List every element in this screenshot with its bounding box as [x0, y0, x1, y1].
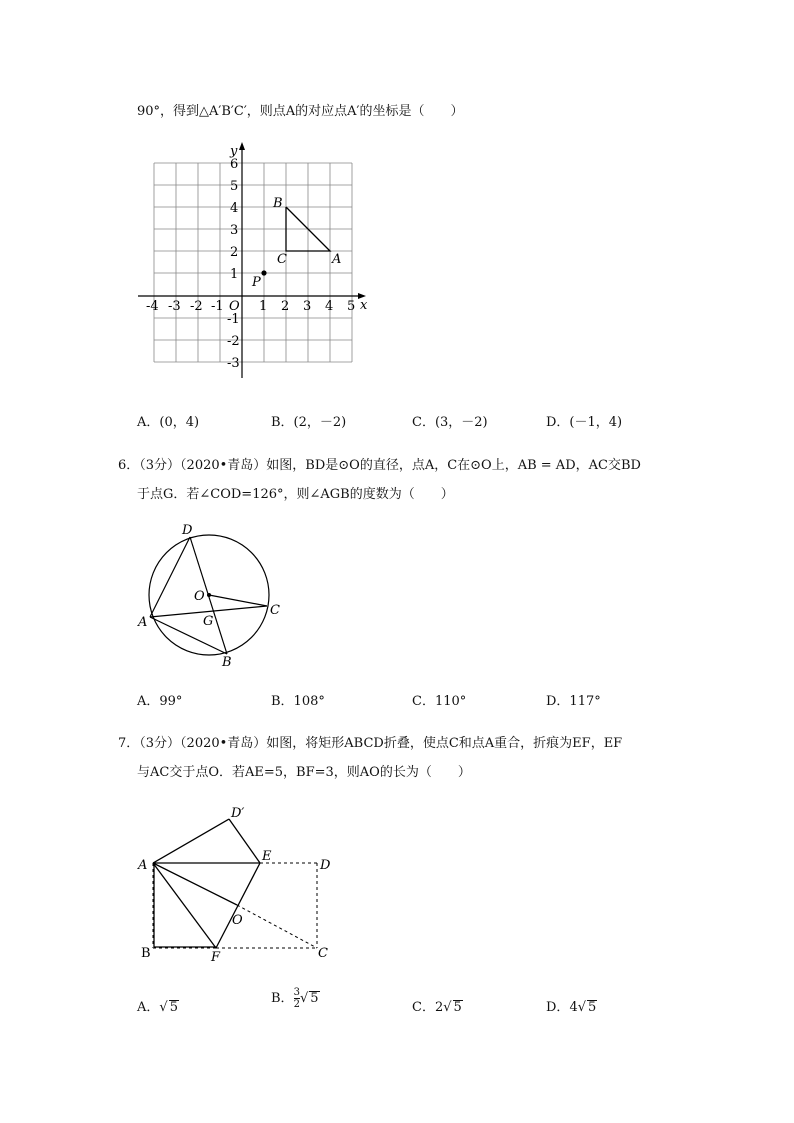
- y-tick: -3: [227, 356, 240, 371]
- label-f: F: [211, 950, 221, 965]
- q6-option-a: A．99°: [137, 694, 183, 709]
- y-axis-arrow: [239, 142, 245, 150]
- label-d-prime: D′: [231, 806, 245, 821]
- q7-option-b-prefix: B．: [271, 991, 294, 1006]
- x-tick: 5: [347, 299, 356, 314]
- q7-option-d-radicand: 5: [588, 1000, 597, 1015]
- sqrt-icon: √: [577, 1000, 587, 1015]
- center-dot: [207, 593, 211, 597]
- segment-ad-prime: [153, 819, 229, 863]
- q7-option-c: [412, 996, 463, 1015]
- sqrt-icon: √: [443, 1000, 452, 1015]
- x-tick: -4: [146, 299, 159, 314]
- x-tick: 4: [325, 299, 334, 314]
- q6-option-d: D．117°: [546, 694, 601, 709]
- q5-grid: [154, 163, 352, 362]
- q6-stem-line1: 6．（3分）（2020•青岛）如图，BD是⊙O的直径，点A，C在⊙O上，AB = AD，AC交BD: [118, 458, 641, 473]
- q7-stem-line1: 7．（3分）（2020•青岛）如图，将矩形ABCD折叠，使点C和点A重合，折痕为EF，EF: [118, 736, 623, 751]
- label-d: D: [320, 858, 331, 873]
- origin-label: O: [229, 299, 240, 314]
- label-o: O: [194, 589, 205, 604]
- label-b: B: [222, 655, 232, 670]
- x-axis-label: x: [360, 298, 368, 313]
- q5-option-d: D．(－1，4): [546, 415, 623, 430]
- label-c: C: [277, 252, 287, 267]
- label-b: B: [273, 196, 283, 211]
- segment-ef: [216, 863, 260, 948]
- q7-option-b: [271, 987, 320, 1010]
- label-o: O: [232, 913, 243, 928]
- q7-option-a-radicand: 5: [169, 1000, 178, 1015]
- y-tick: 4: [230, 201, 239, 216]
- q5-option-a: A．(0，4): [137, 415, 200, 430]
- label-a: A: [138, 858, 148, 873]
- y-tick: 3: [230, 223, 239, 238]
- label-b: B: [141, 946, 151, 961]
- y-tick: 2: [230, 245, 239, 260]
- q7-option-b-radicand: 5: [310, 991, 319, 1006]
- q5-option-b: B．(2，－2): [271, 415, 347, 430]
- dashed-oc: [237, 905, 317, 948]
- x-tick: -1: [211, 299, 224, 314]
- y-tick: -1: [227, 312, 240, 327]
- label-e: E: [262, 849, 272, 864]
- segment-af: [153, 863, 216, 948]
- sqrt-icon: √: [299, 991, 309, 1006]
- y-tick: 6: [230, 157, 239, 172]
- y-tick: -2: [227, 334, 240, 349]
- q5-stem-tail: 90°，得到△A′B′C′，则点A的对应点A′的坐标是（ ）: [137, 104, 464, 119]
- q7-option-a: [137, 996, 179, 1015]
- y-tick: 5: [230, 179, 239, 194]
- label-d: D: [182, 523, 193, 538]
- q7-option-d-coefficient: 4: [569, 1000, 578, 1015]
- q7-option-c-radicand: 5: [453, 1000, 462, 1015]
- label-a: A: [332, 252, 342, 267]
- label-p: P: [252, 275, 261, 290]
- segment-ao: [153, 863, 237, 905]
- segment-oc: [209, 595, 267, 606]
- sqrt-icon: √: [159, 1000, 168, 1015]
- label-c: C: [270, 603, 280, 618]
- label-c: C: [318, 946, 328, 961]
- q6-stem-line2: 于点G．若∠COD=126°，则∠AGB的度数为（ ）: [137, 487, 454, 502]
- q7-option-d: [546, 996, 597, 1015]
- q7-rectangle-figure: [135, 800, 335, 965]
- point-p: [261, 270, 266, 275]
- q5-coordinate-figure: [130, 135, 380, 385]
- q6-option-c: C．110°: [412, 694, 467, 709]
- x-tick: -2: [190, 299, 203, 314]
- y-axis-label: y: [230, 144, 238, 159]
- x-tick: 1: [259, 299, 268, 314]
- q5-option-c: C．(3，－2): [412, 415, 488, 430]
- fraction-numerator: 3: [293, 987, 300, 998]
- label-g: G: [203, 614, 214, 629]
- q7-option-d-prefix: D．: [546, 1000, 570, 1015]
- q7-option-a-prefix: A．: [137, 1000, 160, 1015]
- segment-d-prime-e: [229, 819, 260, 863]
- label-a: A: [138, 615, 148, 630]
- x-tick: 2: [281, 299, 290, 314]
- x-tick: -3: [168, 299, 181, 314]
- fraction-denominator: 2: [293, 999, 300, 1010]
- x-tick: 3: [303, 299, 312, 314]
- q7-stem-line2: 与AC交于点O．若AE=5，BF=3，则AO的长为（ ）: [137, 765, 471, 780]
- q7-option-c-prefix: C．: [412, 1000, 435, 1015]
- y-tick: 1: [230, 267, 239, 282]
- q6-option-b: B．108°: [271, 694, 325, 709]
- q7-option-c-coefficient: 2: [434, 1000, 444, 1015]
- q6-circle-figure: [135, 518, 295, 673]
- segment-ab: [150, 617, 227, 654]
